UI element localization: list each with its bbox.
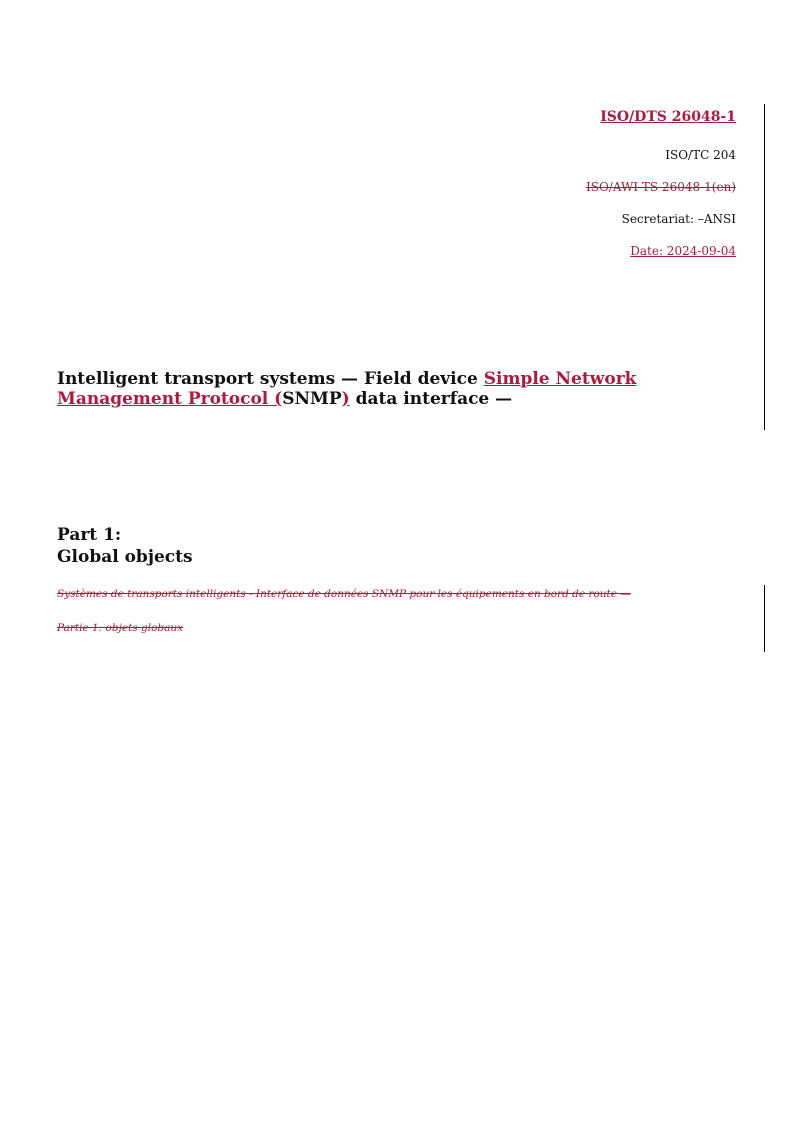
title-inserted-text: Simple Network Management Protocol ( — [57, 369, 637, 409]
change-bar — [764, 104, 765, 430]
title-text: SNMP — [282, 389, 342, 409]
french-title-deleted: Systèmes de transports intelligents - Interface de données SNMP pour les équipements en bord de route — — [57, 588, 631, 600]
part-number: Part 1: — [57, 525, 122, 545]
title-inserted-text: ) — [341, 389, 350, 409]
document-date: Date: 2024-09-04 — [630, 244, 736, 258]
document-title — [57, 369, 697, 409]
change-bar — [764, 585, 765, 652]
deleted-document-number: ISO/AWI TS 26048-1(en) — [585, 180, 736, 194]
committee-reference: ISO/TC 204 — [665, 148, 736, 162]
french-part-deleted: Partie 1: objets globaux — [57, 622, 184, 634]
title-text: Intelligent transport systems — Field device — [57, 369, 484, 389]
secretariat: Secretariat: –ANSI — [621, 212, 736, 226]
title-text: data interface — — [349, 389, 513, 409]
document-number: ISO/DTS 26048-1 — [600, 109, 736, 125]
part-title — [57, 524, 193, 568]
part-name: Global objects — [57, 547, 193, 567]
